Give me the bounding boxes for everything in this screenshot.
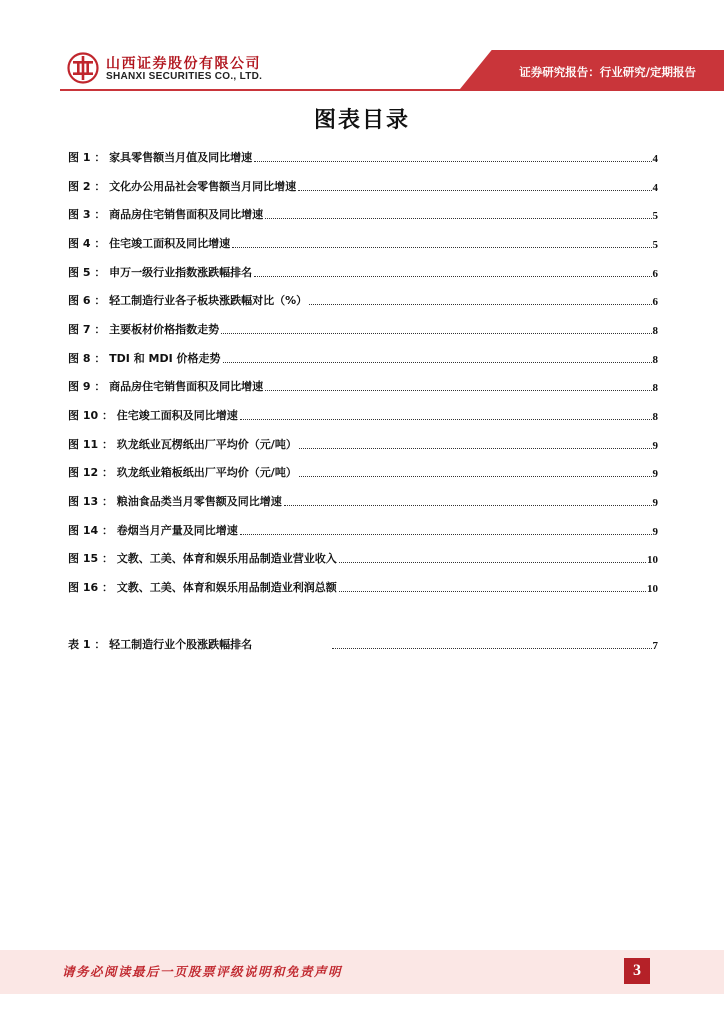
figure-entry-page: 4 (652, 181, 658, 194)
figure-entry[interactable] (68, 231, 658, 251)
figure-entry[interactable] (68, 374, 658, 394)
dot-leader (309, 304, 651, 305)
dot-leader (299, 476, 652, 477)
figure-entry-label: 图 4 ： 住宅竣工面积及同比增速 (68, 237, 231, 250)
figure-entry-label: 图 2 ： 文化办公用品社会零售额当月同比增速 (68, 179, 297, 193)
figure-entry[interactable] (68, 518, 658, 538)
figure-entry-page: 9 (652, 525, 658, 538)
figure-entry-page: 6 (652, 267, 658, 280)
dot-leader (232, 247, 651, 248)
table-entry-page: 7 (652, 640, 658, 652)
figure-entry-page: 9 (652, 468, 658, 481)
figure-entry-label: 图 13 ： 粮油食品类当月零售额及同比增速 (68, 495, 282, 509)
figure-entry-label: 图 1 ： 家具零售额当月值及同比增速 (68, 151, 253, 164)
figure-entry-label: 图 3 ： 商品房住宅销售面积及同比增速 (68, 208, 264, 222)
figure-entry-page: 9 (652, 497, 658, 510)
dot-leader (223, 362, 652, 363)
report-type-label: 证券研究报告：行业研究/定期报告 (519, 65, 696, 79)
figure-entry[interactable] (68, 575, 658, 595)
figure-entry-page: 4 (652, 153, 658, 165)
dot-leader (254, 161, 651, 162)
figure-entry-label: 图 12 ： 玖龙纸业箱板纸出厂平均价（元/吨） (68, 466, 297, 480)
figure-entry[interactable] (68, 260, 658, 280)
figure-entry[interactable] (68, 174, 658, 194)
dot-leader (339, 591, 646, 592)
footer-disclaimer: 请务必阅读最后一页股票评级说明和免责声明 (62, 964, 343, 979)
page-title: 图表目录 (313, 108, 410, 133)
figure-entry[interactable] (68, 489, 658, 509)
figure-entry[interactable] (68, 202, 658, 222)
figure-entry-label: 图 10 ： 住宅竣工面积及同比增速 (68, 409, 238, 423)
page-header (0, 0, 724, 100)
figure-entry-page: 8 (652, 382, 658, 395)
figure-entry-page: 5 (652, 239, 658, 251)
figure-entry-label: 图 5 ： 申万一级行业指数涨跌幅排名 (68, 265, 253, 279)
figure-entry[interactable] (68, 145, 658, 165)
figure-entry[interactable] (68, 546, 658, 566)
figure-entry[interactable] (68, 317, 658, 337)
figure-entry-label: 图 15 ： 文教、工美、体育和娱乐用品制造业营业收入 (68, 552, 337, 566)
figure-entry-page: 8 (652, 353, 658, 366)
figure-entry-page: 10 (647, 554, 658, 567)
dot-leader (265, 218, 651, 219)
figure-entry-page: 6 (652, 296, 658, 309)
dot-leader (221, 333, 651, 334)
figure-entry-label: 图 9 ： 商品房住宅销售面积及同比增速 (68, 380, 264, 394)
page-number: 3 (624, 958, 650, 984)
figure-entry-page: 9 (652, 439, 658, 452)
figure-entry-page: 5 (652, 210, 658, 223)
figure-entry-page: 8 (652, 325, 658, 338)
table-entry[interactable] (68, 632, 658, 652)
figure-entry-label: 图 7 ： 主要板材价格指数走势 (68, 323, 220, 337)
dot-leader (298, 190, 651, 191)
figure-entry[interactable] (68, 432, 658, 452)
dot-leader (339, 562, 646, 563)
header-divider (60, 89, 724, 91)
figure-entry[interactable] (68, 403, 658, 423)
figure-entry-label: 图 14 ： 卷烟当月产量及同比增速 (68, 523, 238, 537)
figure-entry-label: 图 6 ： 轻工制造行业各子板块涨跌幅对比（%） (68, 294, 308, 308)
table-entry-label: 表 1 ： 轻工制造行业个股涨跌幅排名 (68, 638, 253, 651)
figure-entry-page: 10 (647, 583, 658, 596)
dot-leader (299, 448, 652, 449)
figure-entry-label: 图 11 ： 玖龙纸业瓦楞纸出厂平均价（元/吨） (68, 437, 297, 451)
dot-leader (332, 648, 652, 649)
dot-leader (240, 534, 652, 535)
figure-entry[interactable] (68, 346, 658, 366)
figure-entry[interactable] (68, 288, 658, 308)
shanxi-securities-logo-icon (67, 52, 99, 84)
dot-leader (240, 419, 652, 420)
company-name-en: SHANXI SECURITIES CO., LTD. (106, 71, 263, 82)
figure-entry-label: 图 8 ： TDI 和 MDI 价格走势 (68, 351, 221, 365)
figure-entry-label: 图 16 ： 文教、工美、体育和娱乐用品制造业利润总额 (68, 581, 337, 595)
dot-leader (254, 276, 651, 277)
dot-leader (265, 390, 651, 391)
company-name-cn: 山西证券股份有限公司 (106, 56, 261, 72)
figure-entry-page: 8 (652, 411, 658, 424)
figure-entry[interactable] (68, 460, 658, 480)
dot-leader (284, 505, 652, 506)
